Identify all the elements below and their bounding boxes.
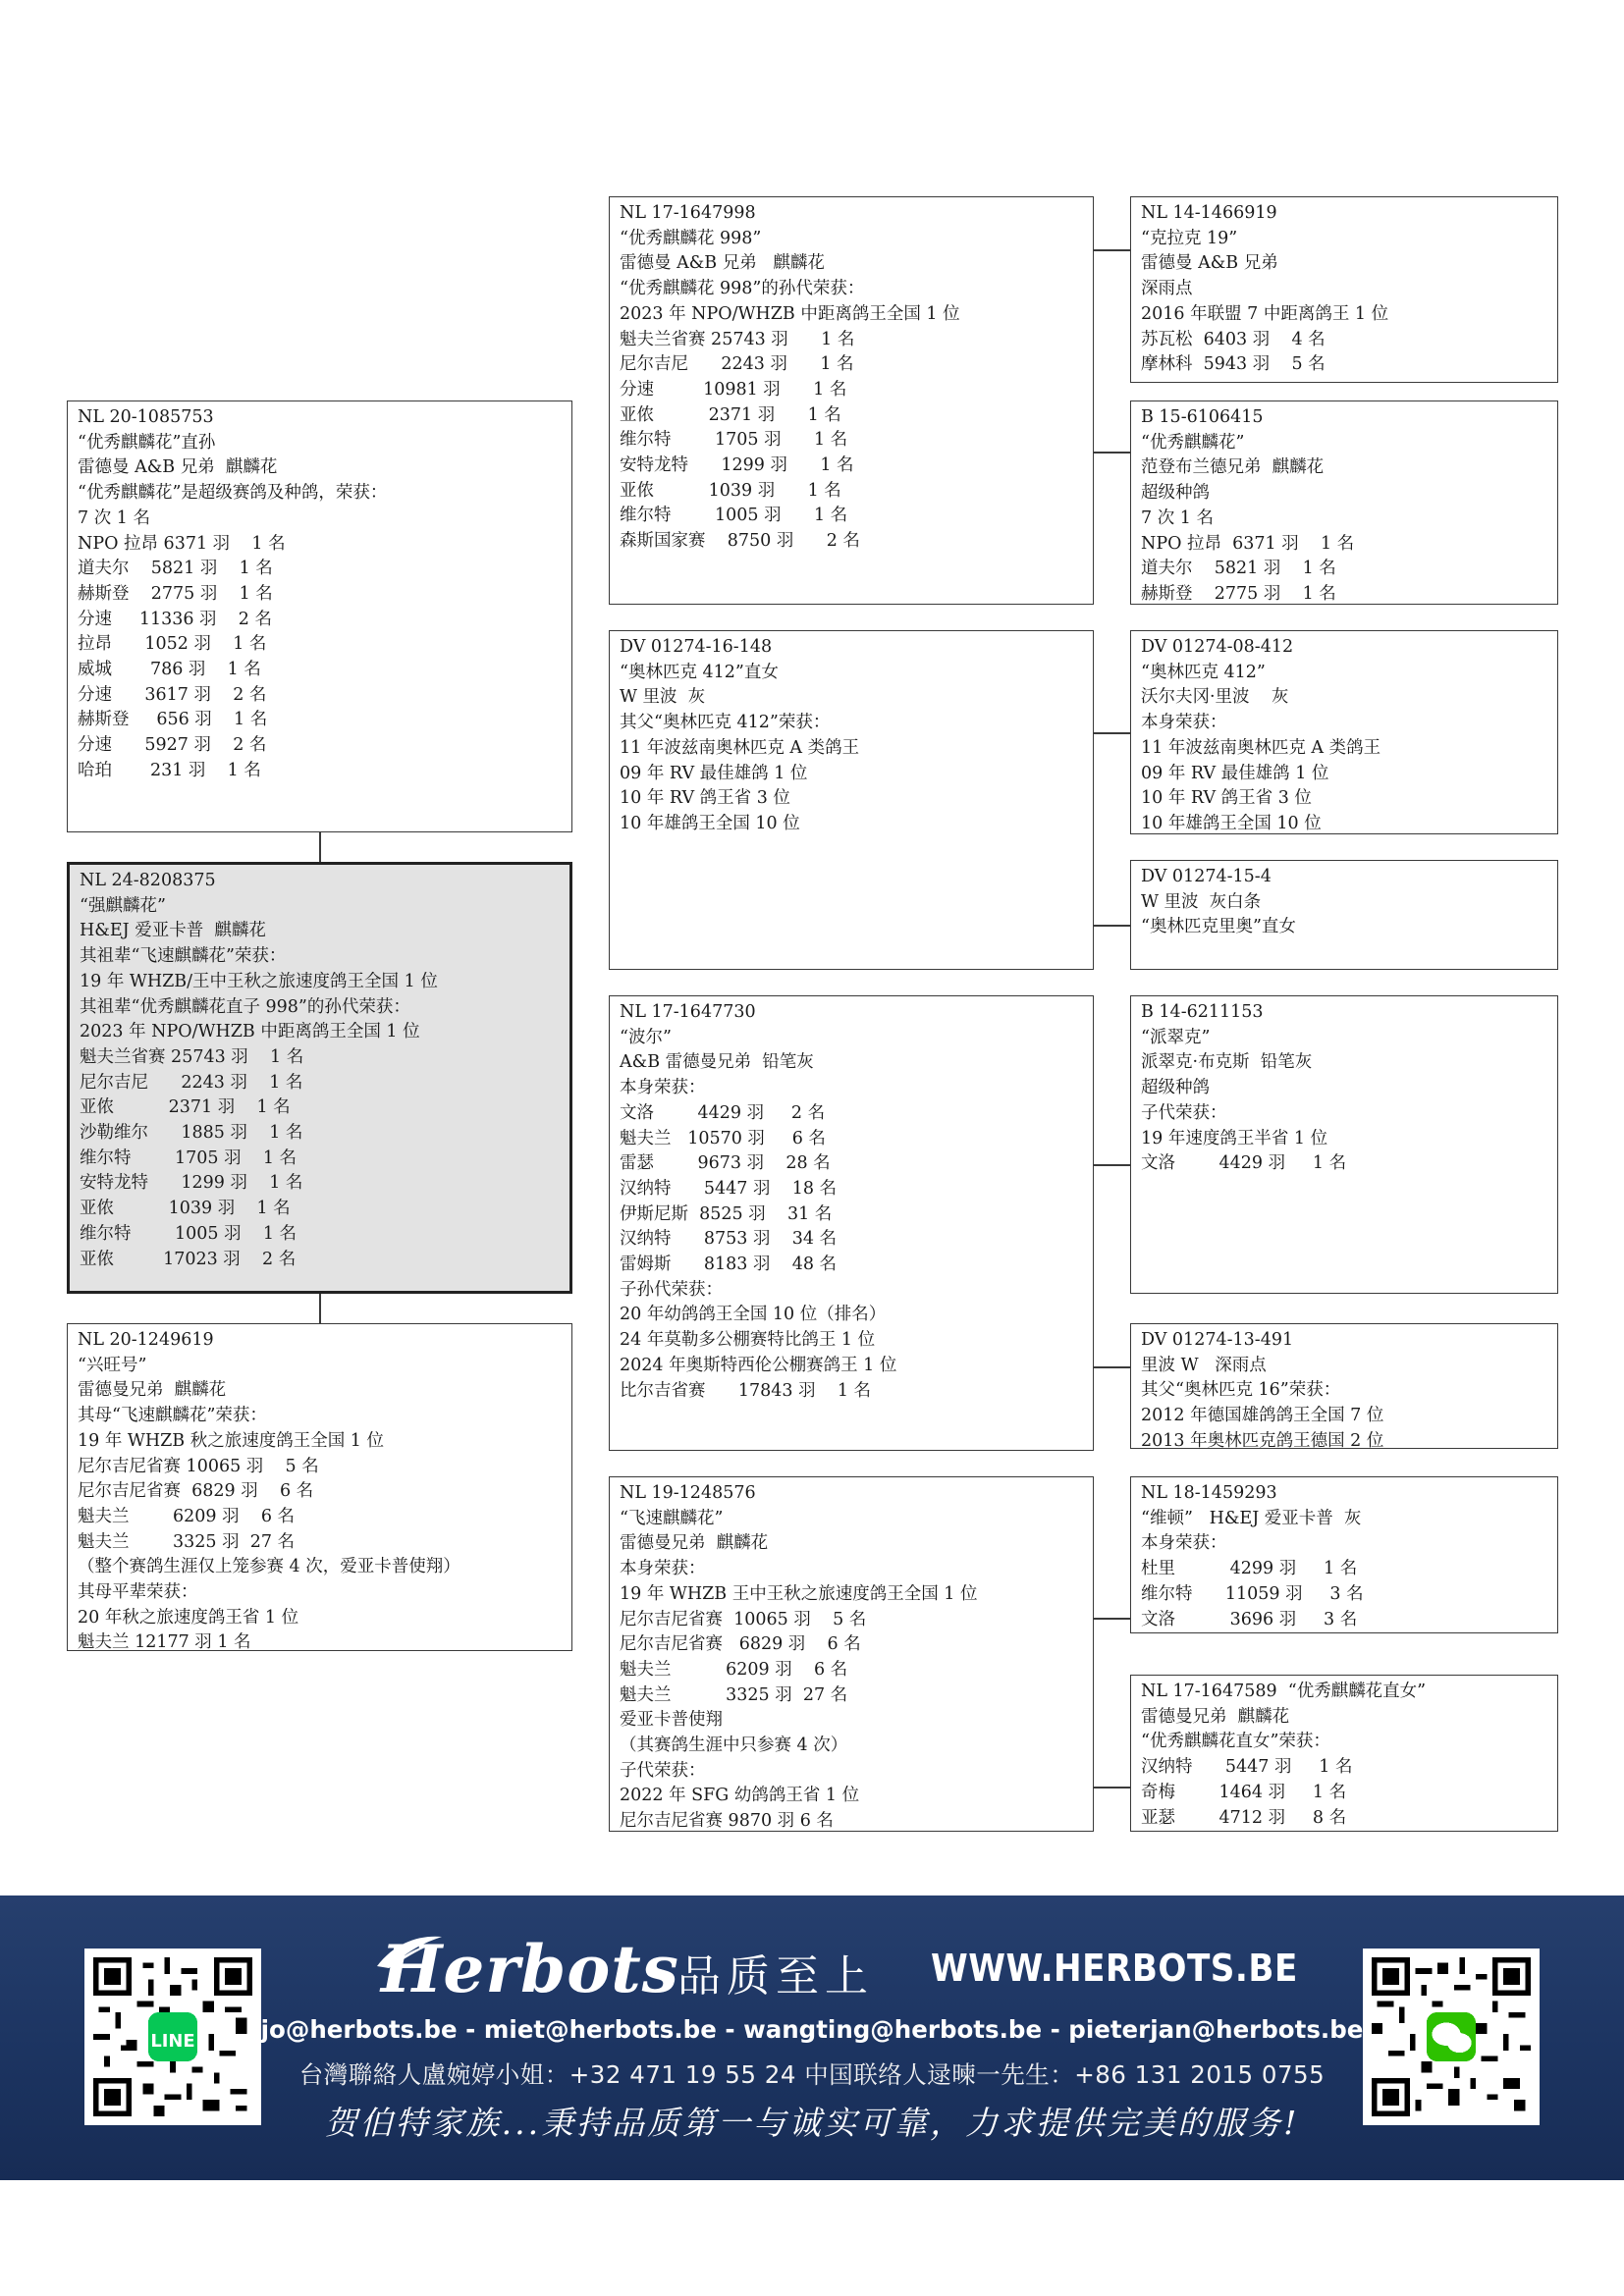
pedigree-line: 拉昂 1052 羽 1 名 <box>78 634 267 655</box>
pedigree-line: NL 14-1466919 <box>1141 203 1277 223</box>
pedigree-line: 魁夫兰 6209 羽 6 名 <box>78 1506 296 1526</box>
pedigree-line: 文洛 3696 羽 3 名 <box>1141 1609 1358 1629</box>
gd1-connector <box>1093 452 1130 454</box>
pedigree-line: 杜里 4299 羽 1 名 <box>1141 1559 1358 1579</box>
email-list[interactable]: jo@herbots.be - miet@herbots.be - wangting@herbots.be - pieterjan@herbots.be <box>260 2015 1364 2044</box>
gs1-connector <box>1093 249 1130 251</box>
pedigree-line: 汉纳特 5447 羽 18 名 <box>620 1178 838 1199</box>
pedigree-line: 本身荣获： <box>620 1559 706 1579</box>
pedigree-line: “克拉克 19” <box>1141 228 1238 248</box>
pedigree-line: 尼尔吉尼省赛 10065 羽 5 名 <box>78 1456 319 1476</box>
pedigree-line: 威城 786 羽 1 名 <box>78 660 261 680</box>
pedigree-line: 19 年 WHZB/王中王秋之旅速度鸽王全国 1 位 <box>80 971 438 991</box>
pedigree-line: 分速 10981 羽 1 名 <box>620 379 847 400</box>
ggd1-box <box>1130 400 1558 605</box>
pedigree-line: 雷德曼兄弟 麒麟花 <box>620 1533 769 1554</box>
pedigree-line: DV 01274-16-148 <box>620 637 773 657</box>
pedigree-line: 亚侬 1039 羽 1 名 <box>80 1199 291 1219</box>
footer-band <box>0 1896 1624 2180</box>
ggs4-box <box>1130 1476 1558 1633</box>
pedigree-line: 苏瓦松 6403 羽 4 名 <box>1141 329 1326 349</box>
pedigree-line: 维尔特 1005 羽 1 名 <box>620 506 848 526</box>
pedigree-line: 本身荣获： <box>620 1078 706 1098</box>
granddam-maternal-box <box>609 1476 1094 1832</box>
pedigree-line: 分速 3617 羽 2 名 <box>78 684 267 705</box>
pedigree-line: 维尔特 1705 羽 1 名 <box>80 1148 298 1168</box>
pedigree-line: H&EJ 爱亚卡普 麒麟花 <box>80 921 266 941</box>
pedigree-line: NL 17-1647998 <box>620 203 756 223</box>
pedigree-line: 伊斯尼斯 8525 羽 31 名 <box>620 1203 833 1224</box>
pedigree-line: （其赛鸽生涯中只参赛 4 次） <box>620 1735 848 1756</box>
pedigree-line: 2023 年 NPO/WHZB 中距离鸽王全国 1 位 <box>80 1022 420 1042</box>
pedigree-line: 沃尔夫冈·里波 灰 <box>1141 687 1289 708</box>
pedigree-line: DV 01274-13-491 <box>1141 1330 1294 1350</box>
brand-slogan: 品质至上 <box>677 1951 874 2002</box>
pedigree-line: W 里波 灰白条 <box>1141 891 1262 912</box>
ggd3-box <box>1130 1323 1558 1449</box>
pedigree-line: 雷德曼 A&B 兄弟 <box>1141 253 1278 274</box>
pedigree-line: 10 年 RV 鸽王省 3 位 <box>620 788 790 809</box>
pedigree-line: 本身荣获： <box>1141 713 1227 733</box>
pedigree-line: 雷德曼兄弟 麒麟花 <box>1141 1706 1290 1727</box>
pedigree-line: NL 20-1249619 <box>78 1330 214 1350</box>
pedigree-line: 文洛 4429 羽 2 名 <box>620 1102 826 1123</box>
pedigree-line: 道夫尔 5821 羽 1 名 <box>78 559 273 579</box>
pedigree-line: NL 19-1248576 <box>620 1483 756 1503</box>
pedigree-line: 20 年秋之旅速度鸽王省 1 位 <box>78 1607 299 1628</box>
pedigree-line: 文洛 4429 羽 1 名 <box>1141 1153 1347 1174</box>
ggs1-box <box>1130 196 1558 383</box>
gs4-connector <box>1093 1618 1130 1620</box>
pedigree-line: 子代荣获： <box>620 1760 706 1781</box>
pedigree-line: 其父“奥林匹克 16”荣获： <box>1141 1380 1341 1401</box>
pedigree-line: 19 年 WHZB 王中王秋之旅速度鸽王全国 1 位 <box>620 1583 978 1604</box>
brand-logo: Herbots <box>381 1931 679 2007</box>
pedigree-line: 2016 年联盟 7 中距离鸽王 1 位 <box>1141 303 1389 324</box>
pedigree-line: 7 次 1 名 <box>1141 507 1214 528</box>
ggs3-box <box>1130 995 1558 1294</box>
pedigree-line: 2013 年奥林匹克鸽王德国 2 位 <box>1141 1430 1384 1451</box>
pedigree-line: 超级种鸽 <box>1141 483 1210 504</box>
pedigree-line: 道夫尔 5821 羽 1 名 <box>1141 559 1336 579</box>
pedigree-line: 尼尔吉尼 2243 羽 1 名 <box>80 1072 303 1093</box>
pedigree-line: 雷瑟 9673 羽 28 名 <box>620 1153 831 1174</box>
sire-subject-connector <box>319 832 321 862</box>
pedigree-line: 雷德曼 A&B 兄弟 麒麟花 <box>78 457 278 478</box>
pedigree-line: 7 次 1 名 <box>78 507 150 528</box>
qr-pattern-right <box>1372 1957 1531 2116</box>
pedigree-line: 赫斯登 2775 羽 1 名 <box>1141 583 1336 604</box>
pedigree-line: 魁夫兰省赛 25743 羽 1 名 <box>620 329 855 349</box>
pedigree-line: 其祖辈“飞速麒麟花”荣获： <box>80 946 287 967</box>
brand-header <box>381 1931 1298 2007</box>
tagline: 贺伯特家族...秉持品质第一与诚实可靠，力求提供完美的服务! <box>324 2104 1300 2142</box>
pedigree-line: 安特龙特 1299 羽 1 名 <box>80 1173 303 1194</box>
pedigree-line: 其母“飞速麒麟花”荣获： <box>78 1406 267 1426</box>
pedigree-line: 魁夫兰 3325 羽 27 名 <box>620 1684 848 1705</box>
pedigree-line: 分速 11336 羽 2 名 <box>78 609 272 629</box>
contact-phones: 台灣聯絡人盧婉婷小姐：+32 471 19 55 24 中国联络人逯暕一先生：+86 131 2015 0755 <box>298 2060 1326 2089</box>
pedigree-line: 亚侬 17023 羽 2 名 <box>80 1249 297 1269</box>
pedigree-line: 09 年 RV 最佳雄鸽 1 位 <box>1141 763 1329 783</box>
pedigree-line: “派翠克” <box>1141 1027 1211 1047</box>
pedigree-line: 里波 W 深雨点 <box>1141 1355 1267 1375</box>
pedigree-line: 比尔吉省赛 17843 羽 1 名 <box>620 1380 872 1401</box>
pedigree-line: NL 20-1085753 <box>78 407 214 427</box>
pedigree-line: 亚侬 2371 羽 1 名 <box>80 1097 291 1118</box>
pedigree-line: DV 01274-08-412 <box>1141 637 1294 657</box>
website-link[interactable]: WWW.HERBOTS.BE <box>931 1947 1298 1990</box>
pedigree-line: 范登布兰德兄弟 麒麟花 <box>1141 457 1325 478</box>
pedigree-line: W 里波 灰 <box>620 687 706 708</box>
pedigree-line: 尼尔吉尼省赛 9870 羽 6 名 <box>620 1811 834 1832</box>
gs3-connector <box>1093 1164 1130 1166</box>
pedigree-line: 10 年雄鸽王全国 10 位 <box>620 813 800 833</box>
gd4-connector <box>1093 1787 1130 1789</box>
pedigree-line: 2023 年 NPO/WHZB 中距离鸽王全国 1 位 <box>620 303 960 324</box>
pedigree-line: 奇梅 1464 羽 1 名 <box>1141 1782 1347 1802</box>
grandsire-paternal-box <box>609 196 1094 605</box>
pedigree-line: B 14-6211153 <box>1141 1002 1264 1022</box>
pedigree-line: A&B 雷德曼兄弟 铅笔灰 <box>620 1052 814 1073</box>
pedigree-line: 哈珀 231 羽 1 名 <box>78 760 261 780</box>
pedigree-line: 雷德曼 A&B 兄弟 麒麟花 <box>620 253 825 274</box>
pedigree-line: 深雨点 <box>1141 279 1193 299</box>
pedigree-line: NPO 拉昂 6371 羽 1 名 <box>1141 533 1355 554</box>
pedigree-line: NL 17-1647589 “优秀麒麟花直女” <box>1141 1682 1427 1701</box>
pedigree-line: 派翠克·布克斯 铅笔灰 <box>1141 1052 1313 1073</box>
pedigree-line: NL 24-8208375 <box>80 871 216 890</box>
pedigree-line: “兴旺号” <box>78 1355 147 1375</box>
pedigree-line: 其祖辈“优秀麒麟花直子 998”的孙代荣获： <box>80 996 410 1017</box>
pedigree-line: 分速 5927 羽 2 名 <box>78 735 267 756</box>
pedigree-line: 雷德曼兄弟 麒麟花 <box>78 1380 227 1401</box>
pedigree-line: 赫斯登 2775 羽 1 名 <box>78 583 273 604</box>
pedigree-line: 亚瑟 4712 羽 8 名 <box>1141 1807 1347 1828</box>
pedigree-line: “优秀麒麟花” <box>1141 432 1245 453</box>
pedigree-line: 2022 年 SFG 幼鸽鸽王省 1 位 <box>620 1786 860 1806</box>
pedigree-line: 2012 年德国雄鸽鸽王全国 7 位 <box>1141 1406 1384 1426</box>
ggs2-box <box>1130 630 1558 834</box>
pedigree-line: NPO 拉昂 6371 羽 1 名 <box>78 533 286 554</box>
pedigree-line: 亚侬 1039 羽 1 名 <box>620 480 841 501</box>
pedigree-line: 子代荣获： <box>1141 1102 1227 1123</box>
pedigree-line: “奥林匹克里奥”直女 <box>1141 917 1296 937</box>
pedigree-line: 其父“奥林匹克 412”荣获： <box>620 713 831 733</box>
pedigree-line: 10 年 RV 鸽王省 3 位 <box>1141 788 1312 809</box>
pedigree-line: 19 年 WHZB 秋之旅速度鸽王全国 1 位 <box>78 1430 384 1451</box>
pedigree-line: （整个赛鸽生涯仅上笼参赛 4 次，爱亚卡普使翔） <box>78 1557 460 1577</box>
ggd2-box <box>1130 860 1558 970</box>
pedigree-line: 汉纳特 5447 羽 1 名 <box>1141 1757 1353 1778</box>
pedigree-line: B 15-6106415 <box>1141 407 1264 427</box>
pedigree-line: 摩林科 5943 羽 5 名 <box>1141 354 1326 375</box>
pedigree-line: 爱亚卡普使翔 <box>620 1710 723 1731</box>
pedigree-line: 魁夫兰 6209 羽 6 名 <box>620 1659 848 1680</box>
pedigree-line: 尼尔吉尼 2243 羽 1 名 <box>620 354 854 375</box>
pedigree-line: 魁夫兰 3325 羽 27 名 <box>78 1531 296 1552</box>
pedigree-line: 沙勒维尔 1885 羽 1 名 <box>80 1123 303 1144</box>
pedigree-line: “优秀麒麟花”是超级赛鸽及种鸽，荣获： <box>78 483 388 504</box>
pedigree-line: 20 年幼鸽鸽王全国 10 位（排名） <box>620 1305 887 1325</box>
wechat-qr-code <box>1363 1949 1540 2125</box>
pedigree-line: 汉纳特 8753 羽 34 名 <box>620 1229 838 1250</box>
svg-text:LINE: LINE <box>150 2031 195 2053</box>
ggd4-box <box>1130 1675 1558 1832</box>
pedigree-line: 雷姆斯 8183 羽 48 名 <box>620 1255 838 1275</box>
pedigree-line: 10 年雄鸽王全国 10 位 <box>1141 813 1322 833</box>
pedigree-line: “维顿” H&EJ 爱亚卡普 灰 <box>1141 1508 1362 1528</box>
pedigree-line: NL 17-1647730 <box>620 1002 756 1022</box>
gd2-connector <box>1093 925 1130 927</box>
grandsire-maternal-box <box>609 995 1094 1451</box>
pedigree-line: DV 01274-15-4 <box>1141 867 1272 886</box>
gd3-connector <box>1093 1366 1130 1368</box>
pedigree-line: 2024 年奥斯特西伦公棚赛鸽王 1 位 <box>620 1355 897 1375</box>
pedigree-line: “飞速麒麟花” <box>620 1508 724 1528</box>
pedigree-line: “波尔” <box>620 1027 672 1047</box>
pedigree-line: 11 年波兹南奥林匹克 A 类鸽王 <box>1141 737 1381 758</box>
gs2-connector <box>1093 732 1130 734</box>
pedigree-line: “优秀麒麟花 998”的孙代荣获： <box>620 279 865 299</box>
pedigree-line: 安特龙特 1299 羽 1 名 <box>620 455 854 476</box>
pedigree-line: 魁夫兰 10570 羽 6 名 <box>620 1128 826 1148</box>
pedigree-line: 19 年速度鸽王半省 1 位 <box>1141 1128 1328 1148</box>
pedigree-line: 尼尔吉尼省赛 10065 羽 5 名 <box>620 1609 867 1629</box>
granddam-paternal-box <box>609 630 1094 970</box>
pedigree-line: 子孙代荣获： <box>620 1279 723 1300</box>
pedigree-line: “优秀麒麟花”直孙 <box>78 432 216 453</box>
pedigree-line: “优秀麒麟花直女”荣获： <box>1141 1732 1330 1752</box>
pedigree-line: NL 18-1459293 <box>1141 1483 1277 1503</box>
pedigree-line: 24 年莫勒多公棚赛特比鸽王 1 位 <box>620 1330 876 1351</box>
dam-box <box>67 1323 572 1651</box>
pedigree-line: “优秀麒麟花 998” <box>620 228 762 248</box>
pedigree-line: 魁夫兰省赛 25743 羽 1 名 <box>80 1046 304 1067</box>
pedigree-line: 超级种鸽 <box>1141 1078 1210 1098</box>
pedigree-line: 尼尔吉尼省赛 6829 羽 6 名 <box>620 1634 861 1655</box>
pedigree-line: 魁夫兰 12177 羽 1 名 <box>78 1632 251 1653</box>
pedigree-line: 维尔特 1005 羽 1 名 <box>80 1223 298 1244</box>
pedigree-line: 本身荣获： <box>1141 1533 1227 1554</box>
pedigree-line: 11 年波兹南奥林匹克 A 类鸽王 <box>620 737 860 758</box>
pedigree-line: 赫斯登 656 羽 1 名 <box>78 710 268 730</box>
pedigree-line: 09 年 RV 最佳雄鸽 1 位 <box>620 763 808 783</box>
pedigree-line: 尼尔吉尼省赛 6829 羽 6 名 <box>78 1481 314 1502</box>
pedigree-line: 森斯国家赛 8750 羽 2 名 <box>620 531 860 552</box>
pedigree-line: “奥林匹克 412” <box>1141 662 1266 682</box>
subject-pigeon-box <box>67 862 572 1294</box>
subject-dam-connector <box>319 1294 321 1323</box>
pedigree-line: 维尔特 11059 羽 3 名 <box>1141 1583 1364 1604</box>
sire-box <box>67 400 572 832</box>
pedigree-line: 亚侬 2371 羽 1 名 <box>620 404 841 425</box>
pedigree-line: “奥林匹克 412”直女 <box>620 662 779 682</box>
pedigree-line: 维尔特 1705 羽 1 名 <box>620 430 848 451</box>
pedigree-line: 其母平辈荣获： <box>78 1582 198 1603</box>
pedigree-line: “强麒麟花” <box>80 895 166 916</box>
